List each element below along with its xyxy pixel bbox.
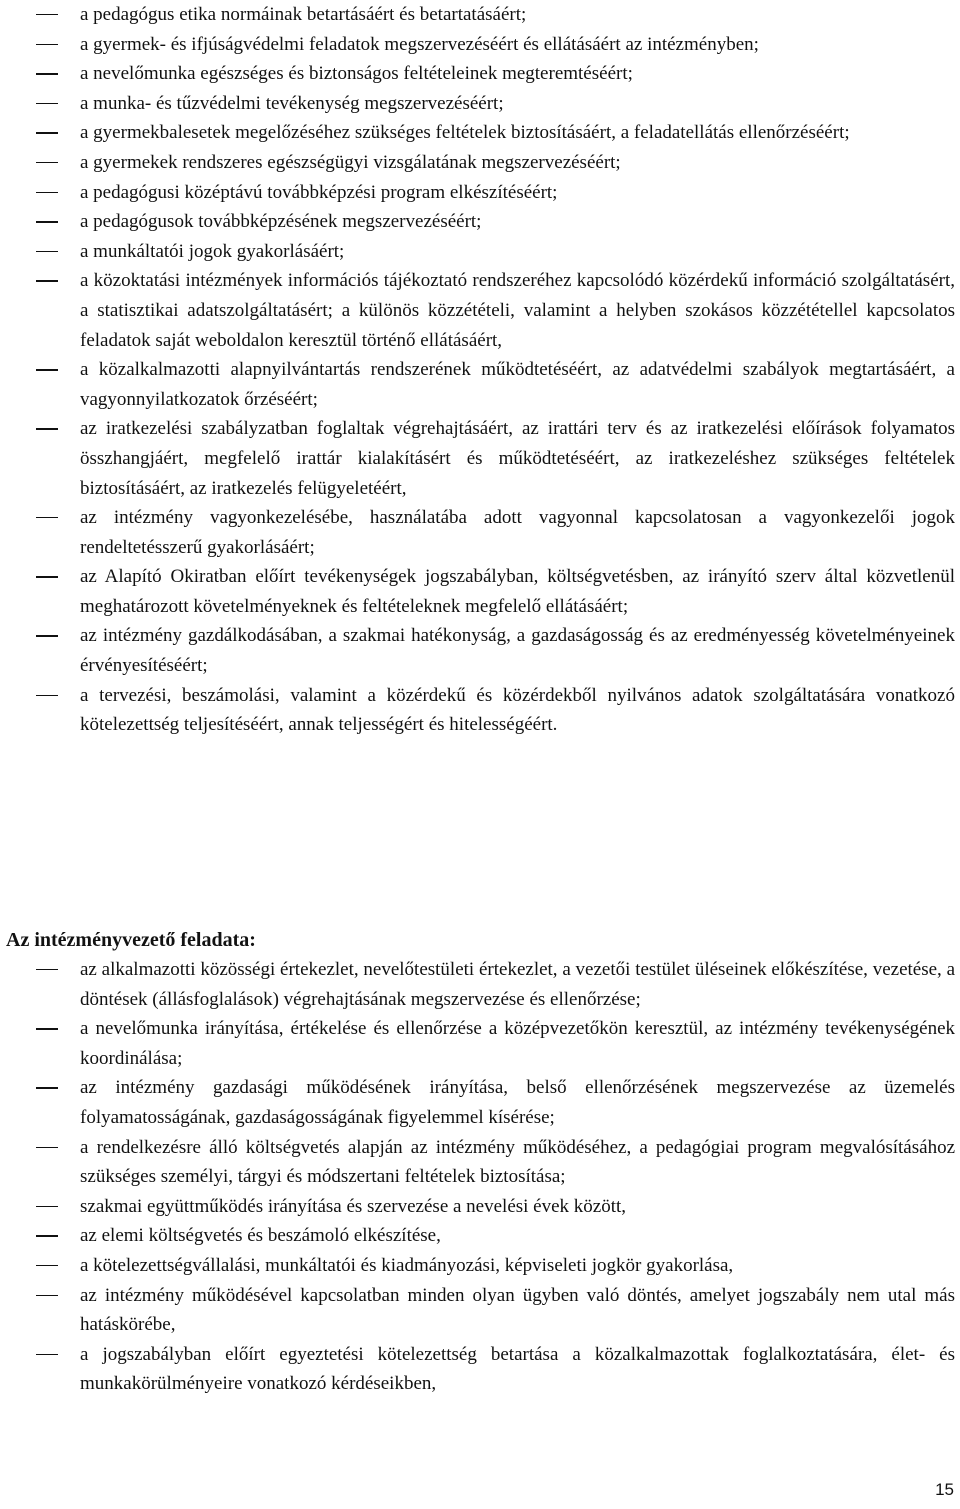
list-item [0, 681, 960, 740]
dash-bullet-icon [36, 635, 58, 636]
list-item-text: a jogszabályban előírt egyeztetési kötelezettség betartása a közalkalmazottak foglalkoztatására, élet- és munkakörülményeire vonatkozó kérdéseikben, [80, 1343, 955, 1395]
list-item [0, 118, 960, 148]
list-item-text: az alkalmazotti közösségi értekezlet, nevelőtestületi értekezlet, a vezetői testület üléseinek előkészítése, vezetése, a döntések (állásfoglalások) végrehajtásának megszervezése és ellenőrzése; [80, 959, 955, 1010]
list-item-text: a munkáltatói jogok gyakorlásáért; [80, 240, 345, 262]
dash-bullet-icon [36, 103, 58, 104]
list-item [0, 59, 960, 89]
list-item-text: a kötelezettségvállalási, munkáltatói és kiadmányozási, képviseleti jogkör gyakorlása, [80, 1254, 734, 1276]
list-item-text: a rendelkezésre álló költségvetés alapján az intézmény működéséhez, a pedagógiai program megvalósításához szükséges személyi, tárgyi és módszertani feltételek biztosítása; [80, 1136, 955, 1188]
list-item [0, 0, 960, 30]
list-item-text: az iratkezelési szabályzatban foglaltak végrehajtásáért, az irattári terv és az iratkezelési előírások folyamatos összhangjáért, megfelelő irattár kialakításért és működtetéséért, az iratkezeléshez szükséges feltételek biztosításáért, az iratkezelés felügyeletéért, [80, 418, 955, 499]
list-item [0, 355, 960, 414]
dash-bullet-icon [36, 1295, 58, 1296]
dash-bullet-icon [36, 1206, 58, 1207]
dash-bullet-icon [36, 1354, 58, 1355]
dash-bullet-icon [36, 14, 58, 15]
list-item [0, 207, 960, 237]
list-item-text: a közoktatási intézmények információs tájékoztató rendszeréhez kapcsolódó közérdekű információ szolgáltatásért, a statisztikai adatszolgáltatásért; a különös közzétételi, valamint a helyben szokásos közzététellel kapcsolatos feladatok saját weboldalon keresztül történő ellátásáért, [80, 270, 955, 351]
list-item-text: az intézmény működésével kapcsolatban minden olyan ügyben való döntés, amelyet jogszabály nem utal más hatáskörébe, [80, 1284, 955, 1336]
list-item-text: szakmai együttműködés irányítása és szervezése a nevelési évek között, [80, 1195, 627, 1217]
dash-bullet-icon [36, 695, 58, 696]
list-item [0, 1251, 960, 1281]
section-heading: Az intézményvezető feladata: [6, 929, 256, 951]
dash-bullet-icon [36, 280, 58, 281]
dash-bullet-icon [36, 517, 58, 518]
dash-bullet-icon [36, 132, 58, 133]
list-item-text: a gyermekek rendszeres egészségügyi vizsgálatának megszervezéséért; [80, 151, 621, 173]
dash-bullet-icon [36, 221, 58, 222]
responsibilities-list [0, 0, 960, 740]
list-item-text: az Alapító Okiratban előírt tevékenységek jogszabályban, költségvetésben, az irányító szerv által közvetlenül meghatározott követelményeknek és feltételeknek megfelelő ellátásáért; [80, 566, 955, 617]
list-item [0, 148, 960, 178]
list-item [0, 1192, 960, 1222]
list-item-text: a nevelőmunka egészséges és biztonságos feltételeinek megteremtéséért; [80, 63, 633, 85]
list-item-text: az intézmény gazdálkodásában, a szakmai hatékonyság, a gazdaságosság és az eredményesség követelményeinek érvényesítéséért; [80, 625, 955, 677]
dash-bullet-icon [36, 1265, 58, 1266]
list-item [0, 1073, 960, 1132]
list-item [0, 89, 960, 119]
list-item [0, 562, 960, 621]
dash-bullet-icon [36, 1147, 58, 1148]
dash-bullet-icon [36, 251, 58, 252]
dash-bullet-icon [36, 969, 58, 970]
dash-bullet-icon [36, 1087, 58, 1088]
list-item-text: az intézmény gazdasági működésének irányítása, belső ellenőrzésének megszervezése az üzemelés folyamatosságának, gazdaságosságának figyelemmel kísérése; [80, 1077, 955, 1128]
list-item [0, 1133, 960, 1192]
dash-bullet-icon [36, 73, 58, 74]
list-item [0, 1014, 960, 1073]
dash-bullet-icon [36, 1235, 58, 1236]
list-item-text: a munka- és tűzvédelmi tevékenység megszervezéséért; [80, 92, 504, 114]
list-item-text: a közalkalmazotti alapnyilvántartás rendszerének működtetéséért, az adatvédelmi szabályok megtartásáért, a vagyonnyilatkozatok őrzéséért; [80, 359, 955, 410]
list-item-text: a pedagógusi középtávú továbbképzési program elkészítéséért; [80, 181, 558, 203]
dash-bullet-icon [36, 162, 58, 163]
dash-bullet-icon [36, 44, 58, 45]
list-item-text: a gyermek- és ifjúságvédelmi feladatok megszervezéséért és ellátásáért az intézményben; [80, 33, 759, 55]
list-item [0, 237, 960, 267]
list-item-text: a nevelőmunka irányítása, értékelése és ellenőrzése a középvezetőkön keresztül, az intézmény tevékenységének koordinálása; [80, 1018, 955, 1069]
list-item [0, 1340, 960, 1399]
duties-list [0, 955, 960, 1399]
dash-bullet-icon [36, 428, 58, 429]
list-item-text: a pedagógusok továbbképzésének megszervezéséért; [80, 211, 482, 233]
dash-bullet-icon [36, 576, 58, 577]
list-item [0, 503, 960, 562]
list-item [0, 1221, 960, 1251]
dash-bullet-icon [36, 192, 58, 193]
list-item [0, 414, 960, 503]
page-number: 15 [935, 1480, 954, 1500]
list-item [0, 955, 960, 1014]
list-item-text: az elemi költségvetés és beszámoló elkészítése, [80, 1225, 441, 1247]
list-item [0, 178, 960, 208]
list-item [0, 266, 960, 355]
list-item [0, 621, 960, 680]
list-item-text: a gyermekbalesetek megelőzéséhez szükséges feltételek biztosításáért, a feladatellátás ellenőrzéséért; [80, 122, 850, 144]
dash-bullet-icon [36, 369, 58, 370]
list-item-text: a pedagógus etika normáinak betartásáért és betartatásáért; [80, 4, 527, 25]
list-item [0, 1281, 960, 1340]
list-item-text: a tervezési, beszámolási, valamint a közérdekű és közérdekből nyilvános adatok szolgáltatására vonatkozó kötelezettség teljesítéséért, annak teljességért és hitelességéért. [80, 684, 955, 736]
list-item [0, 30, 960, 60]
dash-bullet-icon [36, 1028, 58, 1029]
list-item-text: az intézmény vagyonkezelésébe, használatába adott vagyonnal kapcsolatosan a vagyonkezelői jogok rendeltetésszerű gyakorlásáért; [80, 507, 955, 558]
